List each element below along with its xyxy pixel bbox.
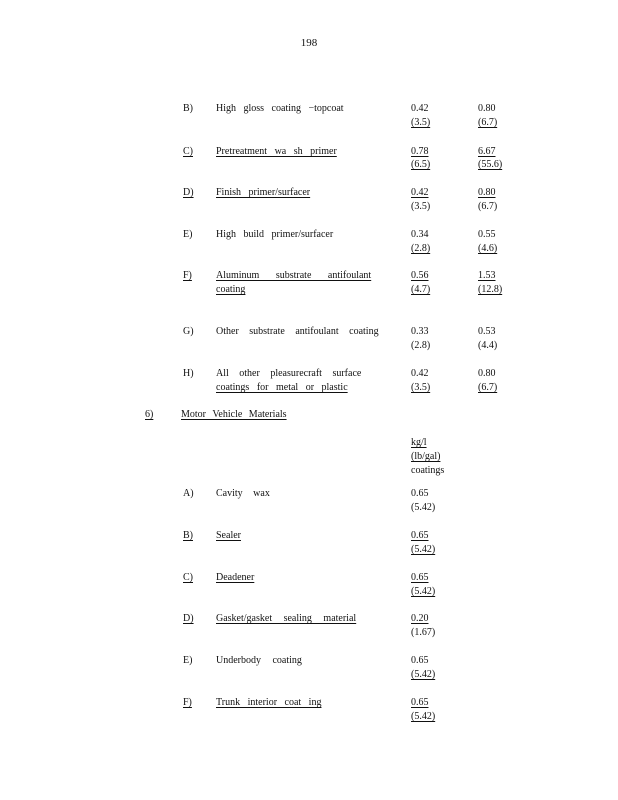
value-lbgal: (5.42) — [411, 544, 436, 555]
value-kgl-2: 1.53 — [478, 270, 496, 281]
unit-header-coatings: coatings — [411, 465, 445, 476]
item-description: Pretreatment wa sh primer — [216, 146, 337, 157]
value-lbgal: (5.42) — [411, 502, 436, 513]
value-kgl: 0.65 — [411, 530, 429, 541]
value-kgl: 0.42 — [411, 368, 429, 379]
value-kgl-2: 0.80 — [478, 103, 496, 114]
value-kgl: 0.65 — [411, 655, 429, 666]
item-letter: B) — [183, 103, 193, 114]
value-lbgal: (5.42) — [411, 669, 436, 680]
item-description: High build primer/surfacer — [216, 229, 334, 240]
item-description: Finish primer/surfacer — [216, 187, 311, 198]
value-lbgal: (6.5) — [411, 159, 431, 170]
item-letter: F) — [183, 270, 192, 281]
value-kgl: 0.65 — [411, 572, 429, 583]
item-description: Deadener — [216, 572, 255, 583]
item-description: Aluminum substrate antifoulant — [216, 270, 372, 281]
item-description-cont: coatings for metal or plastic — [216, 382, 348, 393]
value-kgl: 0.65 — [411, 697, 429, 708]
value-kgl-2: 0.55 — [478, 229, 496, 240]
item-description: High gloss coating −topcoat — [216, 103, 344, 114]
value-kgl: 0.56 — [411, 270, 429, 281]
item-letter: D) — [183, 187, 194, 198]
value-lbgal-2: (6.7) — [478, 201, 498, 212]
value-kgl: 0.34 — [411, 229, 429, 240]
value-kgl: 0.20 — [411, 613, 429, 624]
value-lbgal-2: (4.4) — [478, 340, 498, 351]
item-description: Other substrate antifoulant coating — [216, 326, 379, 337]
value-lbgal: (3.5) — [411, 201, 431, 212]
value-lbgal-2: (12.8) — [478, 284, 503, 295]
value-kgl-2: 6.67 — [478, 146, 496, 157]
value-kgl: 0.42 — [411, 103, 429, 114]
item-letter: F) — [183, 697, 192, 708]
item-description: Sealer — [216, 530, 241, 541]
item-letter: C) — [183, 572, 193, 583]
item-description: All other pleasurecraft surface — [216, 368, 362, 379]
item-letter: E) — [183, 655, 193, 666]
value-lbgal: (4.7) — [411, 284, 431, 295]
item-description: Gasket/gasket sealing material — [216, 613, 357, 624]
value-kgl: 0.78 — [411, 146, 429, 157]
value-lbgal: (5.42) — [411, 586, 436, 597]
value-kgl-2: 0.80 — [478, 187, 496, 198]
item-letter: G) — [183, 326, 194, 337]
value-kgl: 0.33 — [411, 326, 429, 337]
item-letter: A) — [183, 488, 194, 499]
value-lbgal: (1.67) — [411, 627, 436, 638]
value-kgl: 0.65 — [411, 488, 429, 499]
unit-header-lbgal: (lb/gal) — [411, 451, 441, 462]
item-letter: D) — [183, 613, 194, 624]
value-lbgal: (3.5) — [411, 382, 431, 393]
value-kgl-2: 0.80 — [478, 368, 496, 379]
value-lbgal-2: (55.6) — [478, 159, 503, 170]
value-lbgal-2: (4.6) — [478, 243, 498, 254]
value-lbgal: (5.42) — [411, 711, 436, 722]
item-description: Cavity wax — [216, 488, 270, 499]
item-description: Underbody coating — [216, 655, 302, 666]
item-description: Trunk interior coat ing — [216, 697, 322, 708]
section-title: Motor Vehicle Materials — [181, 409, 287, 420]
item-letter: B) — [183, 530, 193, 541]
item-description-cont: coating — [216, 284, 246, 295]
value-lbgal: (2.8) — [411, 340, 431, 351]
item-letter: H) — [183, 368, 194, 379]
item-letter: C) — [183, 146, 193, 157]
unit-header-kgl: kg/l — [411, 437, 427, 448]
value-kgl-2: 0.53 — [478, 326, 496, 337]
value-lbgal-2: (6.7) — [478, 382, 498, 393]
section-number: 6) — [145, 409, 154, 420]
page-number: 198 — [300, 37, 318, 49]
value-lbgal: (3.5) — [411, 117, 431, 128]
value-lbgal-2: (6.7) — [478, 117, 498, 128]
value-kgl: 0.42 — [411, 187, 429, 198]
value-lbgal: (2.8) — [411, 243, 431, 254]
item-letter: E) — [183, 229, 193, 240]
